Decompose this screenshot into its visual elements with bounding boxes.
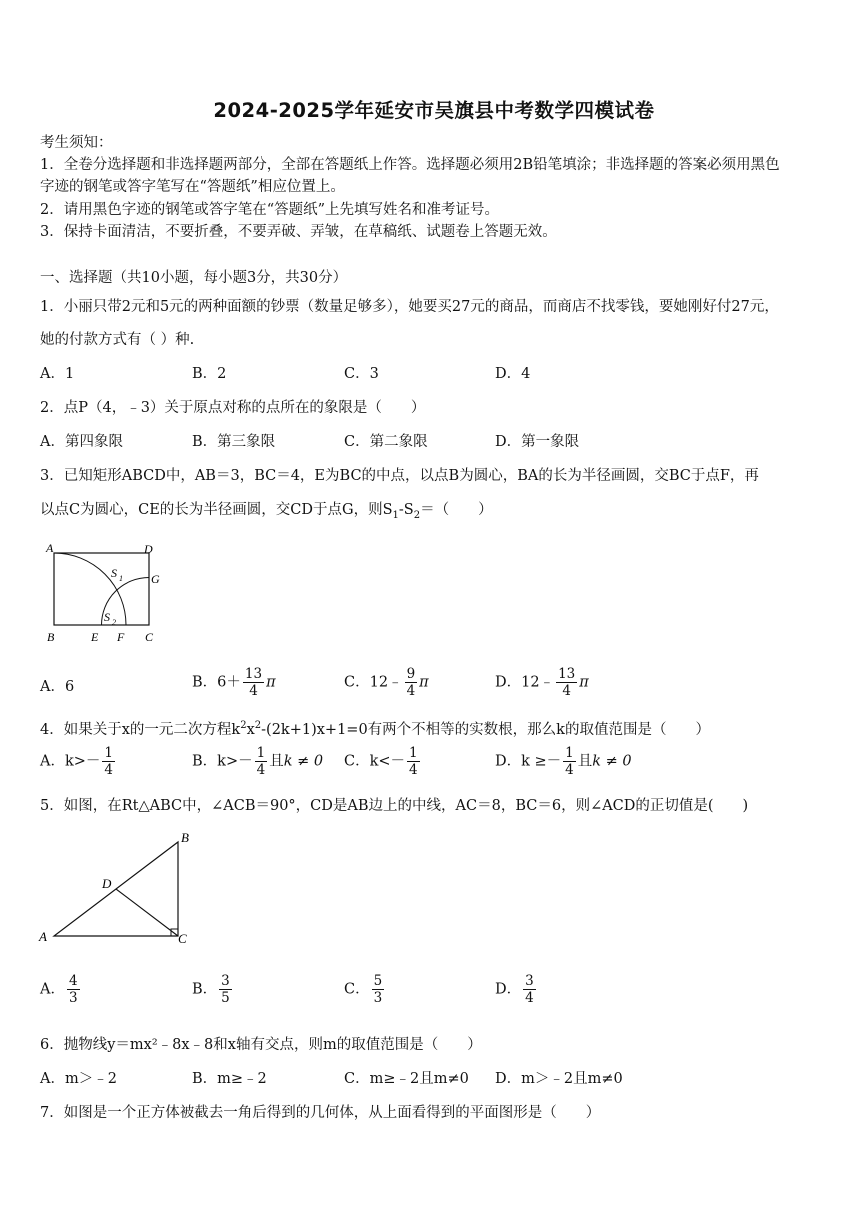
q4-option-b: B．k>－ $\frac{1}{4}$ 且k ≠ 0 [192, 745, 324, 778]
notice-item-3: 3．保持卡面清洁，不要折叠，不要弄破、弄皱，在草稿纸、试题卷上答题无效。 [40, 224, 557, 240]
label-b: B [181, 830, 189, 845]
q4-stem: 4．如果关于x的一元二次方程$k^2x^2-(2k+1)x+1=0$有两个不相等的实数根，那么k的取值范围是（ ） [40, 720, 710, 738]
label-a: A [39, 929, 47, 944]
q2-option-c: C．第二象限 [344, 434, 428, 450]
q1-option-a: A．1 [40, 366, 75, 382]
q5-option-d: D． $\frac{3}{4}$ [495, 973, 534, 1006]
label-d: D [144, 542, 153, 556]
q1-option-d: D．4 [495, 366, 531, 382]
q2-option-a: A．第四象限 [40, 434, 123, 450]
label-d: D [102, 876, 112, 891]
arc-from-a [54, 553, 126, 625]
q3-stem: 3．已知矩形ABCD中，AB＝3，BC＝4，E为BC的中点，以点B为圆心，BA的长为半径画圆，交BC于点F，再 [40, 468, 759, 484]
label-e: E [91, 630, 99, 644]
rectangle-abcd [54, 553, 149, 625]
q4-option-c: C．k<－ $\frac{1}{4}$ [344, 745, 418, 778]
q6-option-b: B．m≥﹣2 [192, 1071, 267, 1087]
label-b: B [47, 630, 55, 644]
q5-triangle-figure [36, 828, 196, 950]
notice-item-2: 2．请用黑色字迹的钢笔或答字笔在“答题纸”上先填写姓名和准考证号。 [40, 202, 500, 218]
median-cd [116, 889, 178, 936]
q6-option-a: A．m＞﹣2 [40, 1071, 117, 1087]
label-s1: S [111, 566, 117, 580]
label-s1-sub: 1 [119, 574, 123, 583]
q3-option-c: C．12﹣ $\frac{9}{4}$ π [344, 666, 429, 699]
q1-option-b: B．2 [192, 366, 227, 382]
q2-stem: 2．点P（4，﹣3）关于原点对称的点所在的象限是（ ） [40, 400, 426, 416]
q6-stem: 6．抛物线y＝mx²﹣8x﹣8和x轴有交点，则m的取值范围是（ ） [40, 1037, 482, 1053]
q2-option-b: B．第三象限 [192, 434, 276, 450]
label-s2-sub: 2 [112, 618, 116, 627]
q3-stem-cont: 以点C为圆心，CE的长为半径画圆，交CD于点G，则$S_1-S_2=$（ ） [40, 502, 493, 521]
q4-option-a: A．k>－ $\frac{1}{4}$ [40, 745, 114, 778]
q1-stem: 1．小丽只带2元和5元的两种面额的钞票（数量足够多），她要买27元的商品，而商店不找零钱，要她刚好付27元， [40, 299, 779, 315]
label-f: F [117, 630, 125, 644]
q3-option-d: D．12﹣ $\frac{13}{4}$ π [495, 666, 589, 699]
label-c: C [145, 630, 154, 644]
q6-option-c: C．m≥﹣2且m≠0 [344, 1071, 469, 1087]
q5-option-b: B． $\frac{3}{5}$ [192, 973, 230, 1006]
notice-item-1-cont: 字迹的钢笔或答字笔写在“答题纸”相应位置上。 [40, 179, 345, 195]
section-heading: 一、选择题（共10小题，每小题3分，共30分） [40, 270, 348, 286]
label-c: C [178, 931, 187, 946]
q7-stem: 7．如图是一个正方体被截去一角后得到的几何体，从上面看得到的平面图形是（ ） [40, 1105, 601, 1121]
q3-rectangle-figure [40, 540, 175, 650]
q5-option-c: C． $\frac{5}{3}$ [344, 973, 383, 1006]
notice-heading: 考生须知： [40, 135, 113, 151]
q1-option-c: C．3 [344, 366, 379, 382]
label-a: A [46, 541, 54, 555]
label-s2: S [104, 610, 110, 624]
q5-option-a: A． $\frac{4}{3}$ [40, 973, 78, 1006]
q2-option-d: D．第一象限 [495, 434, 580, 450]
page-title: 2024-2025学年延安市吴旗县中考数学四模试卷 [213, 99, 655, 122]
q5-stem: 5．如图，在Rt△ABC中，∠ACB＝90°，CD是AB边上的中线，AC＝8，BC＝6，则∠ACD的正切值是( ) [40, 798, 749, 814]
q6-option-d: D．m＞﹣2且m≠0 [495, 1071, 623, 1087]
notice-item-1: 1．全卷分选择题和非选择题两部分，全部在答题纸上作答。选择题必须用2B铅笔填涂；非选择题的答案必须用黑色 [40, 157, 780, 173]
q3-option-a: A．6 [40, 679, 75, 695]
q1-stem-cont: 她的付款方式有（ ）种. [40, 332, 195, 348]
q3-option-b: B．6＋ $\frac{13}{4}$ π [192, 666, 276, 699]
q4-option-d: D．k ≥－ $\frac{1}{4}$ 且k ≠ 0 [495, 745, 632, 778]
label-g: G [151, 572, 160, 586]
